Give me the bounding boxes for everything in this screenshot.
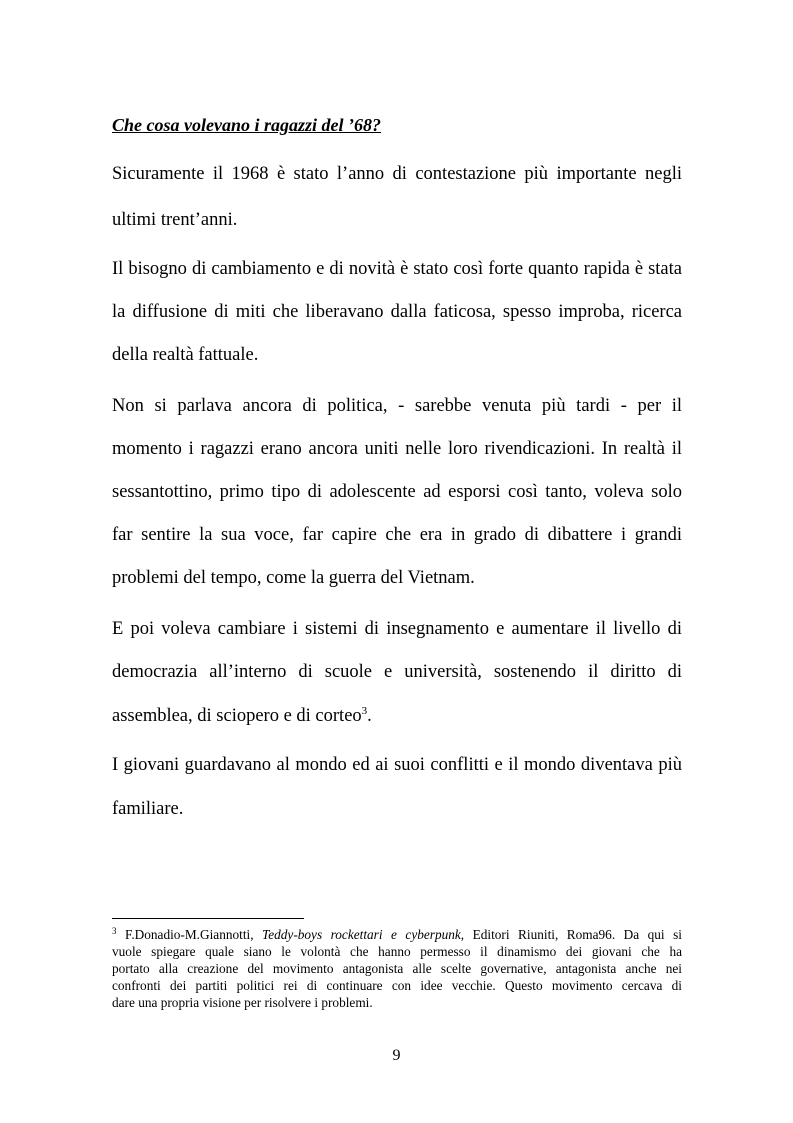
- footnote-title: Teddy-boys rockettari e cyberpunk: [262, 927, 461, 942]
- paragraph-2-line-2: la diffusione di miti che liberavano dalla faticosa, spesso improba, ricerca: [112, 302, 682, 322]
- paragraph-3-line-5: problemi del tempo, come la guerra del Vietnam.: [112, 568, 475, 588]
- paragraph-2-line-1: Il bisogno di cambiamento e di novità è stato così forte quanto rapida è stata: [112, 259, 682, 279]
- footnote-line-3: portato alla creazione del movimento antagonista alle scelte governative, antagonista anche nei: [112, 961, 682, 976]
- footnote-rest: , Editori Riuniti, Roma96. Da qui si: [460, 927, 682, 942]
- footnote-marker: 3: [112, 926, 117, 936]
- footnote-author: F.Donadio-M.Giannotti,: [116, 927, 263, 942]
- paragraph-3-line-2: momento i ragazzi erano ancora uniti nelle loro rivendicazioni. In realtà il: [112, 439, 682, 459]
- footnote-line-4: confronti dei partiti politici rei di continuare con idee vecchie. Questo movimento cercava di: [112, 978, 682, 993]
- paragraph-1-line-2: ultimi trent’anni.: [112, 210, 238, 230]
- paragraph-2-line-3: della realtà fattuale.: [112, 345, 259, 365]
- paragraph-4-line-3-end: .: [367, 706, 372, 726]
- footnote-line-2: vuole spiegare quale siano le volontà che hanno permesso il dinamismo dei giovani che ha: [112, 944, 682, 959]
- footnote-divider: [112, 918, 304, 919]
- paragraph-4-line-3-text: assemblea, di sciopero e di corteo: [112, 706, 362, 726]
- page-number: 9: [392, 1047, 401, 1064]
- paragraph-4-line-3: [112, 703, 682, 729]
- paragraph-5-line-2: familiare.: [112, 799, 184, 819]
- paragraph-4-line-2: democrazia all’interno di scuole e università, sostenendo il diritto di: [112, 662, 682, 682]
- paragraph-3-line-3: sessantottino, primo tipo di adolescente ad esporsi così tanto, voleva solo: [112, 482, 682, 502]
- paragraph-5-line-1: I giovani guardavano al mondo ed ai suoi conflitti e il mondo diventava più: [112, 755, 682, 775]
- paragraph-1-line-1: Sicuramente il 1968 è stato l’anno di contestazione più importante negli: [112, 164, 682, 184]
- paragraph-3-line-1: Non si parlava ancora di politica, - sarebbe venuta più tardi - per il: [112, 396, 682, 416]
- section-heading: Che cosa volevano i ragazzi del ’68?: [112, 115, 381, 135]
- paragraph-4-line-1: E poi voleva cambiare i sistemi di insegnamento e aumentare il livello di: [112, 619, 682, 639]
- footnote-reference[interactable]: 3: [361, 705, 368, 717]
- paragraph-3-line-4: far sentire la sua voce, far capire che era in grado di dibattere i grandi: [112, 525, 682, 545]
- footnote-line-5: dare una propria visione per risolvere i problemi.: [112, 995, 373, 1010]
- footnote-line-1: [112, 926, 682, 943]
